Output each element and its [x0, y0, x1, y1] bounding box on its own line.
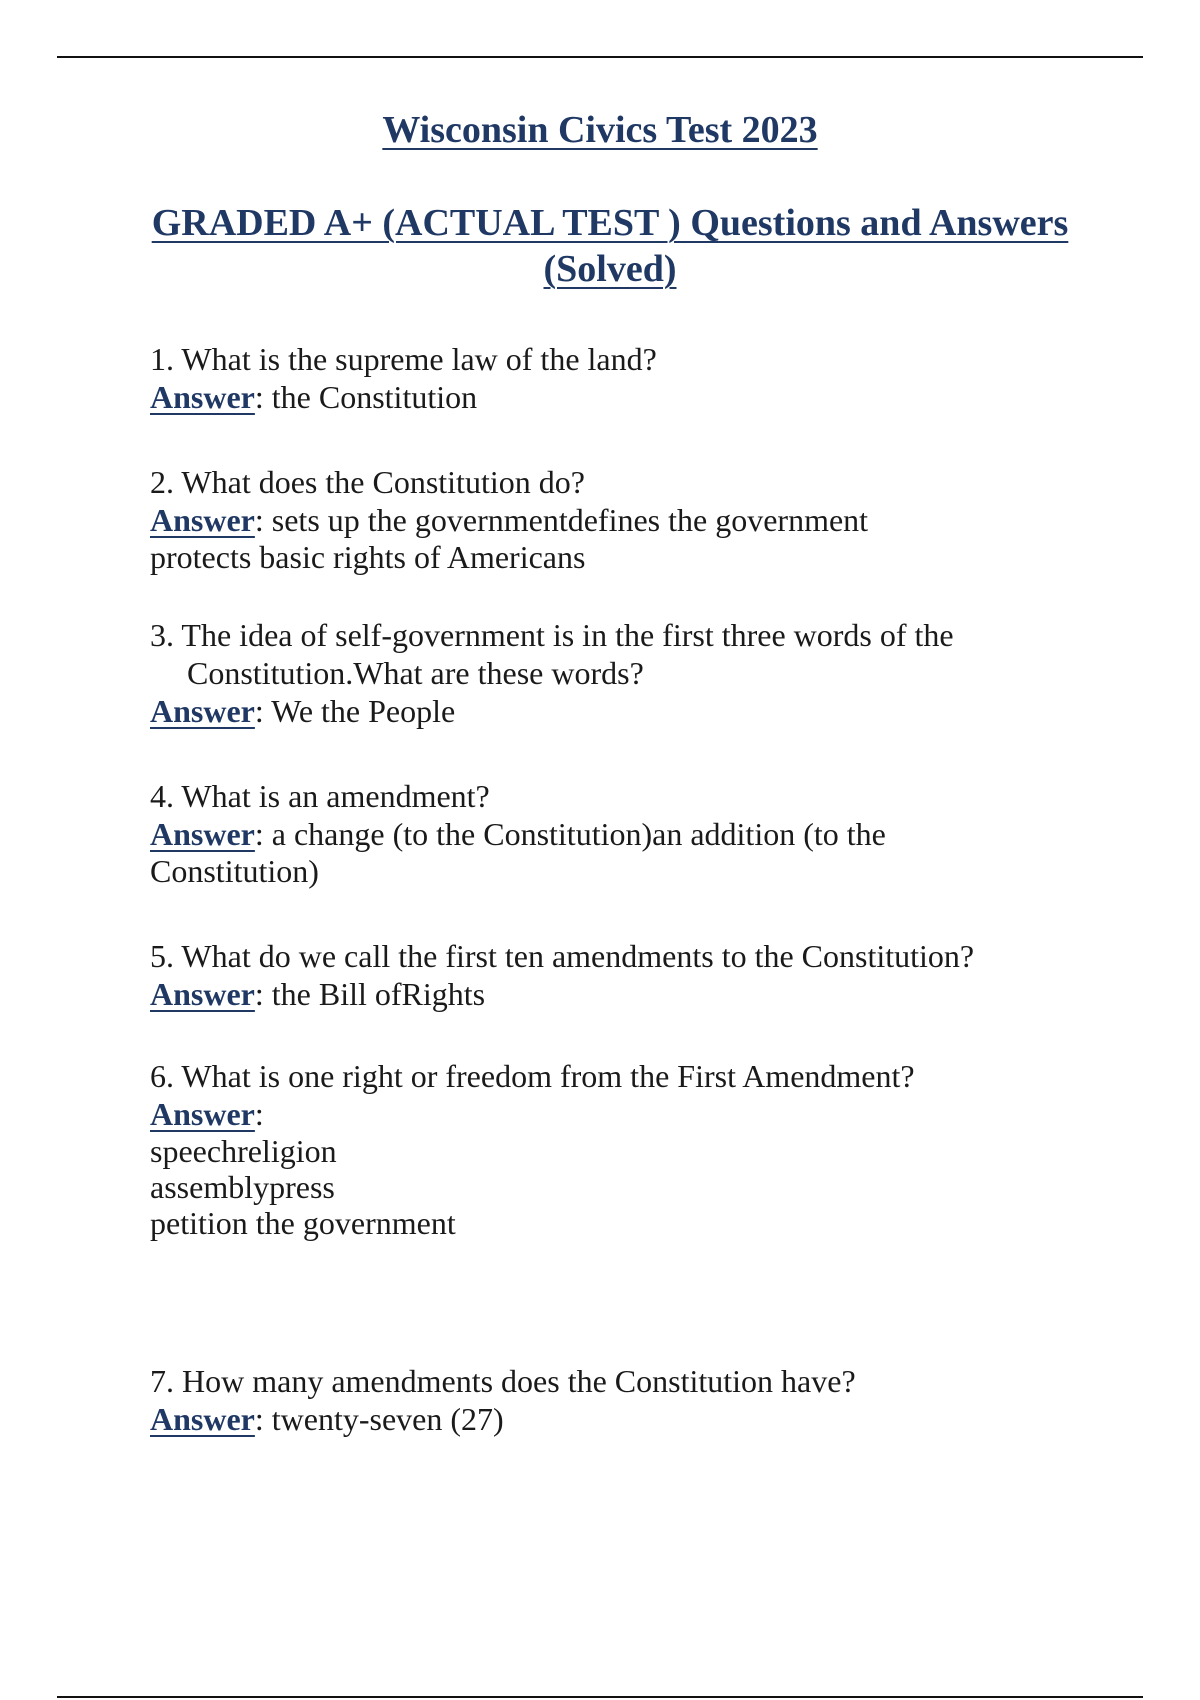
- question-4: 4. What is an amendment?: [150, 778, 490, 814]
- bottom-rule: [57, 1696, 1143, 1698]
- answer-1-text: : the Constitution: [254, 379, 478, 415]
- answer-6-line-4: petition the government: [150, 1205, 456, 1241]
- answer-label: Answer: [150, 816, 255, 852]
- qa-item-5: [150, 937, 1090, 1013]
- answer-4: [150, 815, 1090, 853]
- answer-label: Answer: [150, 379, 255, 415]
- question-3: 3. The idea of self-government is in the first three words of the Constitution.What are these words?: [150, 617, 954, 691]
- answer-2-text: : sets up the governmentdefines the government: [254, 502, 869, 538]
- answer-label: Answer: [150, 1096, 255, 1132]
- question-7: 7. How many amendments does the Constitution have?: [150, 1363, 856, 1399]
- answer-5-text: : the Bill ofRights: [254, 976, 486, 1012]
- qa-item-4: [150, 777, 1090, 889]
- qa-item-1: [150, 340, 1090, 416]
- qa-item-2: [150, 463, 1090, 575]
- question-1: 1. What is the supreme law of the land?: [150, 341, 657, 377]
- answer-3: [150, 692, 1090, 730]
- qa-item-7: [150, 1362, 1090, 1438]
- answer-label: Answer: [150, 502, 255, 538]
- page-title: Wisconsin Civics Test 2023: [382, 109, 818, 151]
- answer-6-text: :: [254, 1096, 264, 1132]
- qa-item-3: [150, 616, 1090, 730]
- answer-2-line-2: protects basic rights of Americans: [150, 539, 586, 575]
- answer-label: Answer: [150, 976, 255, 1012]
- answer-4-line-2: Constitution): [150, 853, 319, 889]
- answer-label: Answer: [150, 693, 255, 729]
- answer-6: [150, 1095, 1090, 1133]
- qa-item-6: [150, 1057, 1090, 1241]
- answer-5: [150, 975, 1090, 1013]
- answer-4-text: : a change (to the Constitution)an addition (to the: [254, 816, 886, 852]
- answer-2: [150, 501, 1090, 539]
- answer-label: Answer: [150, 1401, 255, 1437]
- answer-1: [150, 378, 1090, 416]
- answer-6-line-3: assemblypress: [150, 1169, 335, 1205]
- question-5: 5. What do we call the first ten amendments to the Constitution?: [150, 938, 975, 974]
- answer-6-line-2: speechreligion: [150, 1133, 337, 1169]
- top-rule: [57, 56, 1143, 58]
- answer-7: [150, 1400, 1090, 1438]
- answer-3-text: : We the People: [254, 693, 456, 729]
- answer-7-text: : twenty-seven (27): [254, 1401, 504, 1437]
- page-subtitle: GRADED A+ (ACTUAL TEST ) Questions and Answers (Solved): [151, 202, 1069, 290]
- question-6: 6. What is one right or freedom from the First Amendment?: [150, 1058, 915, 1094]
- question-2: 2. What does the Constitution do?: [150, 464, 585, 500]
